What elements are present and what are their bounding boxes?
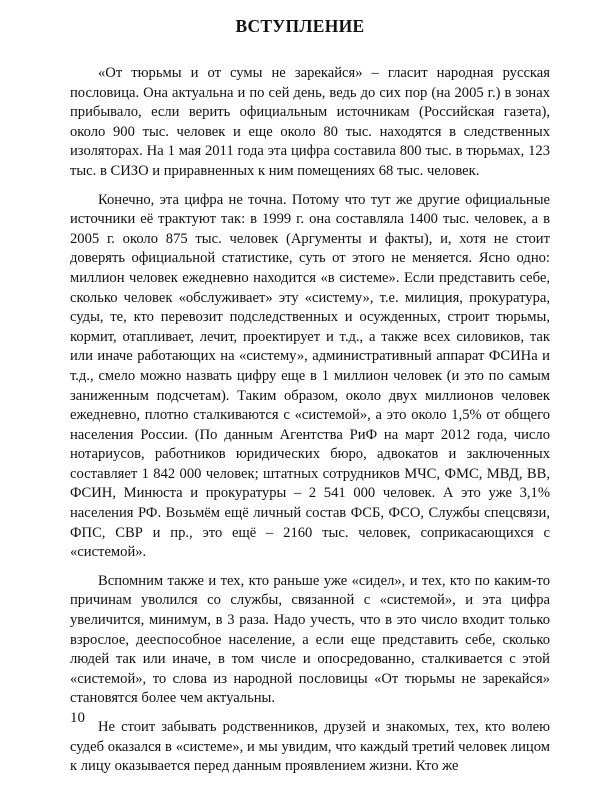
paragraph-4: Не стоит забывать родственников, друзей и знакомых, тех, кто волею судеб оказался в «системе», и мы увидим, что каждый третий человек лицом к лицу оказывается перед данным проявлением жизни. Кто же xyxy=(70,719,550,775)
paragraph-1: «От тюрьмы и от сумы не зарекайся» – гласит народная русская пословица. Она актуальна и по сей день, ведь до сих пор (на 2005 г.) в зонах прибывало, если верить официальным источникам (Российская газета), около 900 тыс. человек и еще около 80 тыс. находятся в следственных изоляторах. На 1 мая 2011 года эта цифра составила 800 тыс. в тюрьмах, 123 тыс. в СИЗО и приравненных к ним помещениях 68 тыс. человек. xyxy=(70,65,550,179)
page-title: ВСТУПЛЕНИЕ xyxy=(235,16,365,36)
paragraph-2: Конечно, эта цифра не точна. Потому что тут же другие официальные источники её трактуют так: в 1999 г. она составляла 1400 тыс. человек, а в 2005 г. около 875 тыс. человек (Аргументы и факты), и, хотя не стоит доверять официальной статистике, суть от этого не меняется. Ясно одно: миллион человек ежедневно находится «в системе». Если представить себе, сколько человек «обслуживает» эту «систему», т.е. милиция, прокуратура, суды, те, кто перевозит подследственных и осужденных, строит тюрьмы, кормит, отапливает, лечит, проектирует и т.д., а также всех силовиков, так или иначе работающих на «систему», административный аппарат ФСИНа и т.д., смело можно назвать цифру еще в 1 миллион человек (и это по самым заниженным подсчетам). Таким образом, около двух миллионов человек ежедневно, плотно сталкиваются с «системой», а это около 1,5% от общего населения России. (По данным Агентства РиФ на март 2012 года, число нотариусов, работников юридических бюро, адвокатов и заключенных составляет 1 842 000 человек; штатных сотрудников МЧС, ФМС, МВД, ВВ, ФСИН, Минюста и прокуратуры – 2 541 000 человек. А это уже 3,1% населения РФ. Возьмём ещё личный состав ФСБ, ФСО, Службы спецсвязи, ФПС, СВР и пр., это ещё – 2160 тыс. человек, соприкасающихся с «системой». xyxy=(70,191,550,561)
page-body xyxy=(70,64,550,786)
paragraph-3: Вспомним также и тех, кто раньше уже «сидел», и тех, кто по каким-то причинам уволился со службы, связанной с «системой», и эта цифра увеличится, минимум, в 3 раза. Надо учесть, что в это число входит только взрослое, дееспособное население, а если еще представить себе, сколько людей так или иначе, в том числе и опосредованно, сталкивается с этой «системой», то слова из народной пословицы «От тюрьмы не зарекайся» становятся более чем актуальны. xyxy=(70,572,550,707)
page-number: 10 xyxy=(70,710,85,726)
